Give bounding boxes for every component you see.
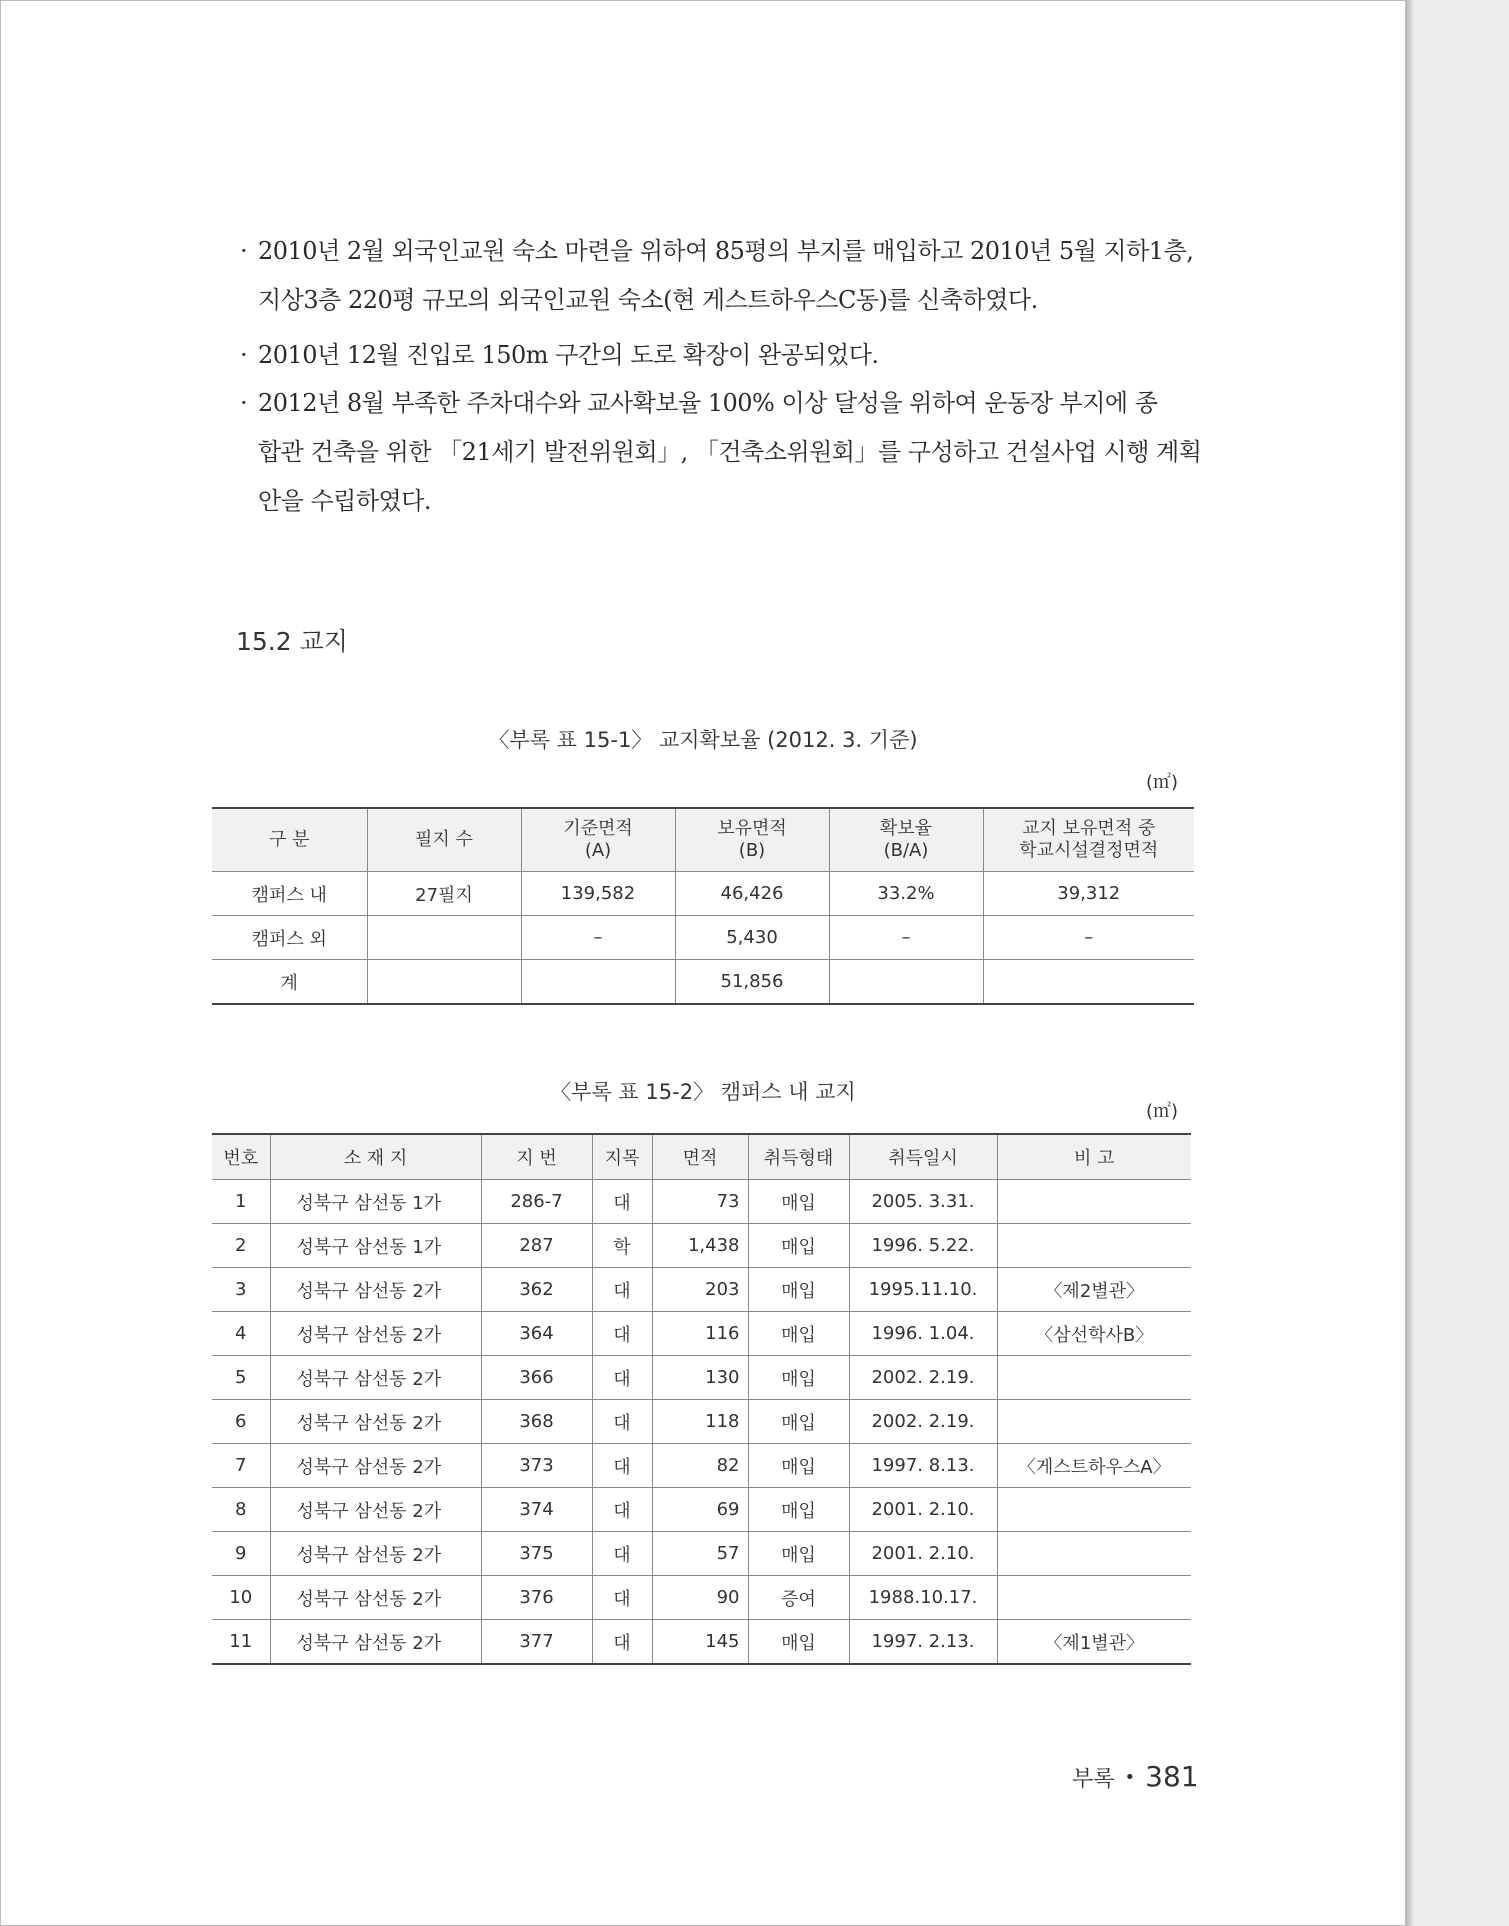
table-cell: 139,582 — [521, 872, 675, 916]
table-cell: 〈게스트하우스A〉 — [997, 1444, 1191, 1488]
table2 — [212, 1133, 1191, 1665]
table-cell: 8 — [212, 1488, 270, 1532]
table-header-cell: 기준면적 (A) — [521, 808, 675, 872]
table-cell: 11 — [212, 1620, 270, 1665]
table-cell: 성북구 삼선동 2가 — [270, 1444, 481, 1488]
table-cell: 성북구 삼선동 2가 — [270, 1620, 481, 1665]
table-cell: – — [829, 916, 983, 960]
table-row — [212, 1620, 1191, 1665]
table-cell: 증여 — [748, 1576, 849, 1620]
bullet-marker: · — [240, 341, 248, 369]
table-row — [212, 1180, 1191, 1224]
table-cell: 2005. 3.31. — [849, 1180, 997, 1224]
table-cell: 73 — [652, 1180, 748, 1224]
table-cell — [829, 960, 983, 1005]
table-cell: 대 — [592, 1620, 652, 1665]
table-cell: 매입 — [748, 1620, 849, 1665]
table-cell: 7 — [212, 1444, 270, 1488]
table-cell: 캠퍼스 내 — [212, 872, 367, 916]
table-row — [212, 916, 1194, 960]
table-cell: 33.2% — [829, 872, 983, 916]
table-cell: 10 — [212, 1576, 270, 1620]
table-header-cell: 확보율 (B/A) — [829, 808, 983, 872]
table-cell: 362 — [481, 1268, 592, 1312]
table-cell: 82 — [652, 1444, 748, 1488]
footer-label: 부록 — [1072, 1767, 1115, 1792]
table-cell: 368 — [481, 1400, 592, 1444]
bullet-paragraph-2 — [240, 331, 1195, 380]
bullet-line: 합관 건축을 위한 「21세기 발전위원회」, 「건축소위원회」를 구성하고 건설사업 시행 계획 — [258, 438, 1202, 466]
table-cell: 매입 — [748, 1312, 849, 1356]
table-header-cell: 번호 — [212, 1134, 270, 1180]
table-row — [212, 872, 1194, 916]
section-title: 15.2 교지 — [236, 627, 348, 656]
table-cell: 2002. 2.19. — [849, 1356, 997, 1400]
table-row — [212, 1532, 1191, 1576]
table-cell: – — [521, 916, 675, 960]
table-cell: 캠퍼스 외 — [212, 916, 367, 960]
table-cell: 4 — [212, 1312, 270, 1356]
table-row — [212, 1268, 1191, 1312]
table-cell: 1995.11.10. — [849, 1268, 997, 1312]
table-cell — [997, 1400, 1191, 1444]
bullet-line: 2010년 12월 진입로 150m 구간의 도로 확장이 완공되었다. — [258, 341, 879, 369]
table-row — [212, 1312, 1191, 1356]
table-cell: 377 — [481, 1620, 592, 1665]
table-cell: 〈삼선학사B〉 — [997, 1312, 1191, 1356]
bullet-line: 지상3층 220평 규모의 외국인교원 숙소(현 게스트하우스C동)를 신축하였다. — [258, 286, 1038, 314]
table-cell: 1 — [212, 1180, 270, 1224]
table-cell: 성북구 삼선동 2가 — [270, 1400, 481, 1444]
table2-caption: 〈부록 표 15-2〉 캠퍼스 내 교지 — [550, 1080, 856, 1104]
table-cell: 2001. 2.10. — [849, 1488, 997, 1532]
table-cell: 9 — [212, 1532, 270, 1576]
table-cell: 203 — [652, 1268, 748, 1312]
table-cell: 매입 — [748, 1268, 849, 1312]
table-header-cell: 구 분 — [212, 808, 367, 872]
table-cell: 1997. 2.13. — [849, 1620, 997, 1665]
table-cell: 6 — [212, 1400, 270, 1444]
table-header-cell: 필지 수 — [367, 808, 521, 872]
table-cell: 대 — [592, 1268, 652, 1312]
bullet-marker: · — [240, 237, 248, 265]
table-cell: 대 — [592, 1576, 652, 1620]
table-cell — [521, 960, 675, 1005]
table-cell: 118 — [652, 1400, 748, 1444]
table-cell: 〈제1별관〉 — [997, 1620, 1191, 1665]
bullet-paragraph-3 — [240, 379, 1202, 526]
table-cell — [997, 1356, 1191, 1400]
table-header-cell: 보유면적 (B) — [675, 808, 829, 872]
table-cell: 매입 — [748, 1400, 849, 1444]
table-cell: 성북구 삼선동 2가 — [270, 1356, 481, 1400]
table-header-cell: 지목 — [592, 1134, 652, 1180]
table-cell: 373 — [481, 1444, 592, 1488]
table-cell — [997, 1224, 1191, 1268]
table-cell: 성북구 삼선동 2가 — [270, 1268, 481, 1312]
table-cell: 대 — [592, 1532, 652, 1576]
page-shadow — [1406, 0, 1414, 1926]
table-cell: 46,426 — [675, 872, 829, 916]
table-cell: 매입 — [748, 1356, 849, 1400]
table-cell: 성북구 삼선동 1가 — [270, 1180, 481, 1224]
table-row — [212, 1356, 1191, 1400]
table-cell: 2002. 2.19. — [849, 1400, 997, 1444]
table-cell: 364 — [481, 1312, 592, 1356]
table-cell: 매입 — [748, 1444, 849, 1488]
table-cell — [367, 960, 521, 1005]
table1 — [212, 807, 1194, 1005]
bullet-paragraph-1 — [240, 227, 1195, 325]
table-cell: 1996. 5.22. — [849, 1224, 997, 1268]
table-cell: 대 — [592, 1312, 652, 1356]
table-row — [212, 1444, 1191, 1488]
table-cell: 매입 — [748, 1224, 849, 1268]
table-cell: 대 — [592, 1400, 652, 1444]
table-header-cell: 면적 — [652, 1134, 748, 1180]
table2-unit: (㎡) — [1146, 1101, 1179, 1122]
table-cell — [983, 960, 1194, 1005]
table-cell: 69 — [652, 1488, 748, 1532]
table-cell: 성북구 삼선동 2가 — [270, 1488, 481, 1532]
table-cell: 287 — [481, 1224, 592, 1268]
table-cell: 대 — [592, 1444, 652, 1488]
table-header-cell: 교지 보유면적 중 학교시설결정면적 — [983, 808, 1194, 872]
table-header-cell: 지 번 — [481, 1134, 592, 1180]
table-cell: 90 — [652, 1576, 748, 1620]
table-header-cell: 취득일시 — [849, 1134, 997, 1180]
table-cell: 학 — [592, 1224, 652, 1268]
table-cell: 1997. 8.13. — [849, 1444, 997, 1488]
table-cell: 대 — [592, 1356, 652, 1400]
table-cell: 2001. 2.10. — [849, 1532, 997, 1576]
table1-caption: 〈부록 표 15-1〉 교지확보율 (2012. 3. 기준) — [488, 728, 918, 752]
table-cell: 2 — [212, 1224, 270, 1268]
table-header-cell: 비 고 — [997, 1134, 1191, 1180]
table-cell: 성북구 삼선동 1가 — [270, 1224, 481, 1268]
table-header-cell: 소 재 지 — [270, 1134, 481, 1180]
table-cell: 145 — [652, 1620, 748, 1665]
footer-separator: • — [1124, 1767, 1136, 1788]
table-cell — [997, 1532, 1191, 1576]
table-cell: 매입 — [748, 1532, 849, 1576]
table-cell: 성북구 삼선동 2가 — [270, 1312, 481, 1356]
table-cell: 3 — [212, 1268, 270, 1312]
table-cell: 27필지 — [367, 872, 521, 916]
table-header-row — [212, 1134, 1191, 1180]
table-cell — [367, 916, 521, 960]
table-cell: 매입 — [748, 1488, 849, 1532]
table-cell: 성북구 삼선동 2가 — [270, 1532, 481, 1576]
table-cell: 대 — [592, 1180, 652, 1224]
table-cell — [997, 1180, 1191, 1224]
table-cell — [997, 1488, 1191, 1532]
table-row — [212, 1400, 1191, 1444]
bullet-line: 안을 수립하였다. — [258, 487, 432, 515]
table-cell: 376 — [481, 1576, 592, 1620]
table-header-cell: 취득형태 — [748, 1134, 849, 1180]
table1-unit: (㎡) — [1146, 772, 1179, 793]
table-cell: 39,312 — [983, 872, 1194, 916]
table-row — [212, 1576, 1191, 1620]
table-cell: 1988.10.17. — [849, 1576, 997, 1620]
table-cell: – — [983, 916, 1194, 960]
table-row — [212, 960, 1194, 1005]
table-cell: 130 — [652, 1356, 748, 1400]
table-cell: 5,430 — [675, 916, 829, 960]
table-cell: 성북구 삼선동 2가 — [270, 1576, 481, 1620]
table-cell — [997, 1576, 1191, 1620]
table-cell: 51,856 — [675, 960, 829, 1005]
table-cell: 매입 — [748, 1180, 849, 1224]
table-cell: 57 — [652, 1532, 748, 1576]
table-cell: 1996. 1.04. — [849, 1312, 997, 1356]
table-cell: 5 — [212, 1356, 270, 1400]
bullet-marker: · — [240, 389, 248, 417]
table-cell: 계 — [212, 960, 367, 1005]
table-cell: 대 — [592, 1488, 652, 1532]
table-cell: 366 — [481, 1356, 592, 1400]
table-cell: 116 — [652, 1312, 748, 1356]
page-footer — [1072, 1760, 1199, 1793]
table-cell: 1,438 — [652, 1224, 748, 1268]
table-row — [212, 1224, 1191, 1268]
table-cell: 374 — [481, 1488, 592, 1532]
table-cell: 375 — [481, 1532, 592, 1576]
table-header-row — [212, 808, 1194, 872]
table-cell: 286-7 — [481, 1180, 592, 1224]
table-row — [212, 1488, 1191, 1532]
bullet-line: 2012년 8월 부족한 주차대수와 교사확보율 100% 이상 달성을 위하여 운동장 부지에 종 — [258, 389, 1158, 417]
table-cell: 〈제2별관〉 — [997, 1268, 1191, 1312]
page-number: 381 — [1145, 1760, 1199, 1793]
bullet-line: 2010년 2월 외국인교원 숙소 마련을 위하여 85평의 부지를 매입하고 2010년 5월 지하1층, — [258, 237, 1194, 265]
